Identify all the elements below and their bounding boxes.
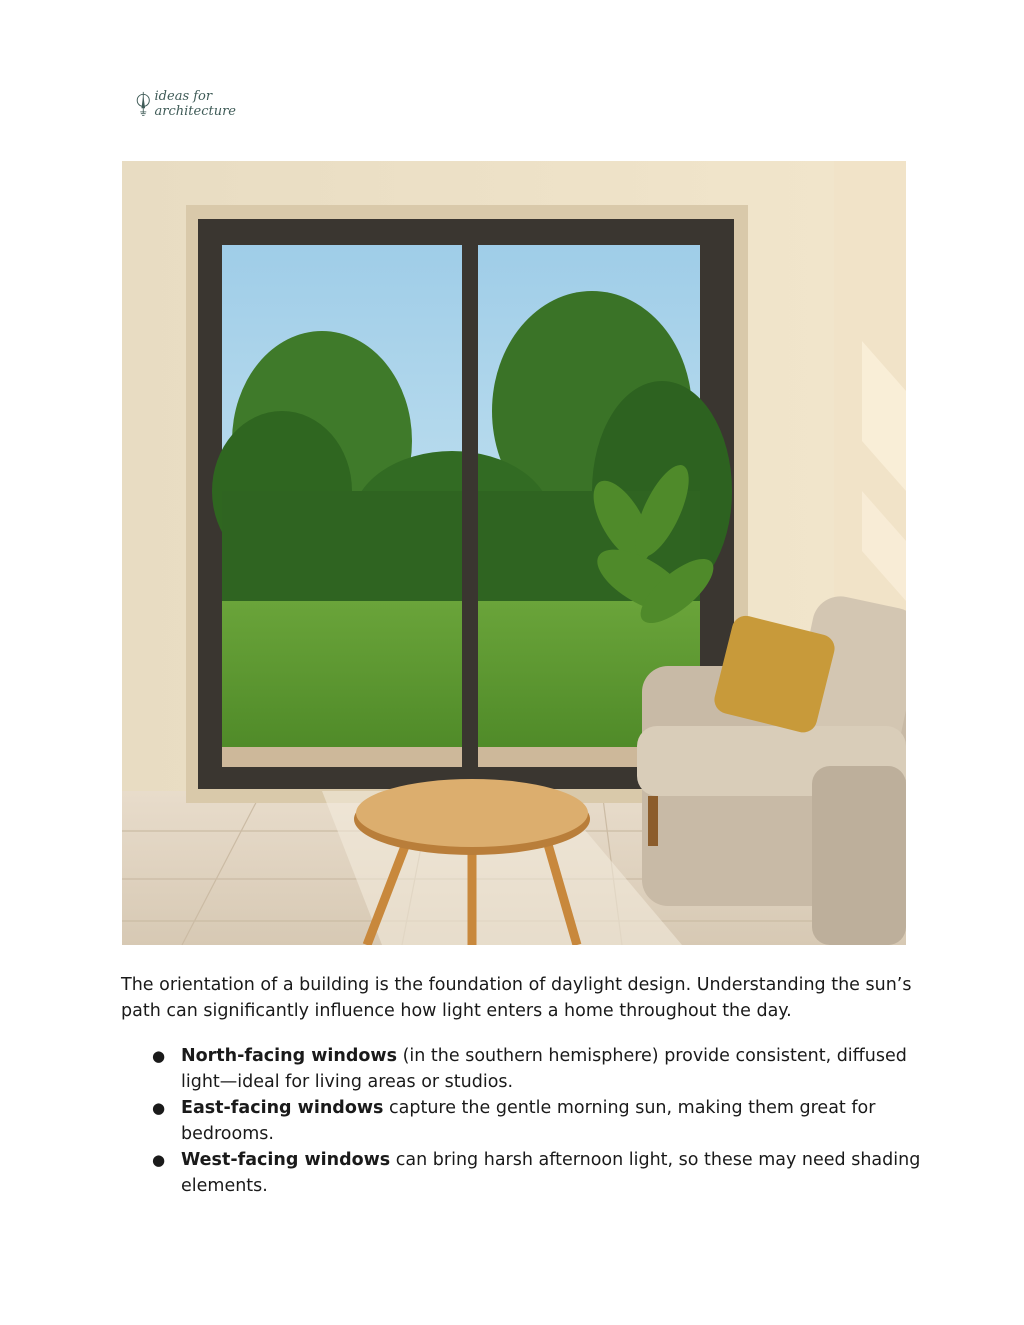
orientation-list [121,1043,921,1199]
list-item [121,1147,921,1199]
list-item-heading: West-facing windows [181,1150,391,1170]
list-item-heading: East-facing windows [181,1098,384,1118]
bullet-icon: ● [152,1151,166,1169]
logo-line-1: ideas for [154,89,213,104]
living-room-window-photo [122,161,906,945]
list-item-heading: North-facing windows [181,1046,398,1066]
bullet-icon: ● [152,1099,166,1117]
brand-logo [136,78,236,130]
lighthouse-icon [136,81,151,127]
intro-paragraph: The orientation of a building is the foundation of daylight design. Understanding the sun’s path can significantly influence how light enters a home throughout the day. [121,975,912,1021]
list-item-text: capture the gentle morning sun, making them great for bedrooms. [181,1098,876,1144]
list-item-text: can bring harsh afternoon light, so these may need shading elements. [181,1150,921,1196]
list-item [121,1095,921,1147]
logo-line-2: architecture [154,104,236,119]
bullet-icon: ● [152,1047,166,1065]
list-item-text: (in the southern hemisphere) provide consistent, diffused light—ideal for living areas or studios. [181,1046,907,1092]
list-item [121,1043,921,1095]
